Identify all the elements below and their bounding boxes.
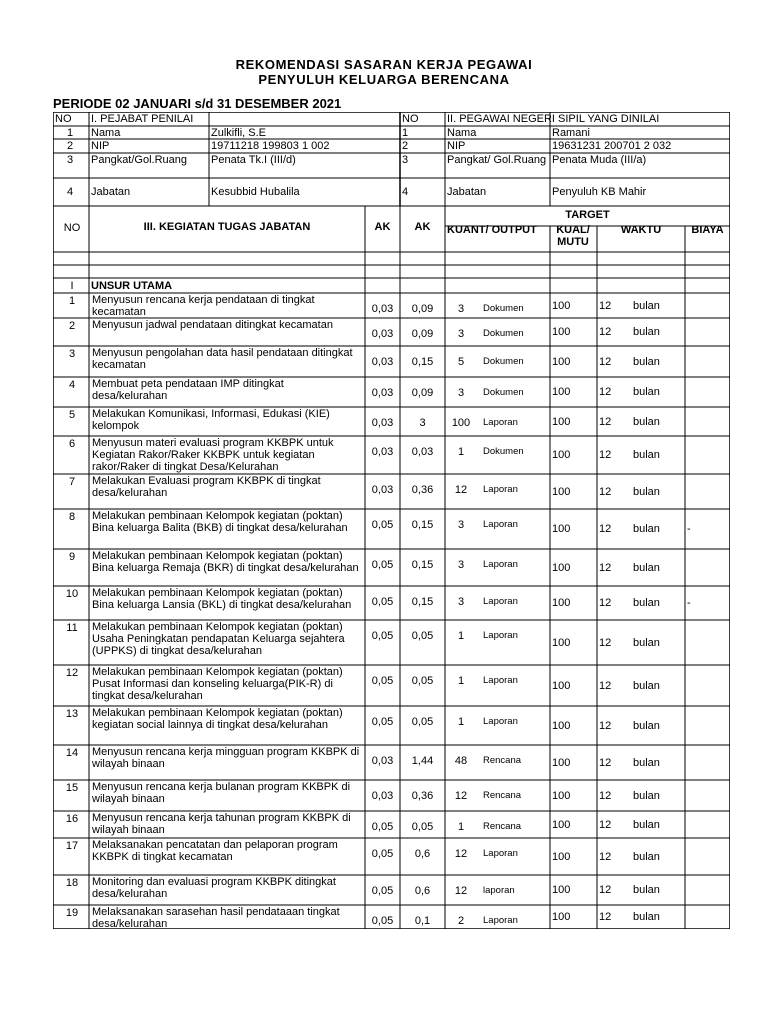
task-description: Menyusun rencana kerja mingguan program KKBPK di wilayah binaan [92,746,360,770]
task-mutu: 100 [552,386,571,398]
person-field-label: Pangkat/Gol.Ruang [91,154,188,166]
col-kuant-output: KUANT/ OUTPUT [447,224,537,236]
task-waktu: 12 [599,851,612,863]
task-quantity: 5 [457,356,465,368]
task-ak2: 0,03 [411,446,434,458]
unsur-no: I [70,280,74,292]
task-mutu: 100 [552,300,571,312]
task-biaya: - [687,597,691,609]
task-output-unit: Laporan [483,915,518,926]
col-ak1: AK [374,221,391,233]
task-waktu-unit: bulan [633,523,660,535]
task-ak2: 0,36 [411,790,434,802]
task-waktu-unit: bulan [633,386,660,398]
task-quantity: 100 [451,417,471,429]
task-description: Melakukan pembinaan Kelompok kegiatan (poktan) Bina keluarga Balita (BKB) di tingkat desa/kelurahan [92,510,348,534]
unsur-label: UNSUR UTAMA [91,280,173,292]
person-row-no: 2 [66,140,74,152]
task-waktu-unit: bulan [633,486,660,498]
pejabat-value: Kesubbid Hubalila [211,186,300,198]
person-row-no-2: 4 [402,186,409,198]
task-waktu-unit: bulan [633,416,660,428]
task-ak1: 0,03 [371,446,394,458]
task-description: Melakukan pembinaan Kelompok kegiatan (poktan) kegiatan social lainnya di tingkat desa/kelurahan [92,707,343,731]
task-ak1: 0,05 [371,885,394,897]
task-ak2: 0,09 [411,387,434,399]
col-target: TARGET [565,209,610,221]
person-field-label: NIP [91,140,110,152]
task-mutu: 100 [552,911,571,923]
task-mutu: 100 [552,851,571,863]
task-ak2: 0,1 [414,915,431,927]
task-waktu-unit: bulan [633,356,660,368]
task-quantity: 1 [457,446,465,458]
task-output-unit: laporan [483,885,515,896]
task-ak2: 0,15 [411,596,434,608]
task-description: Melaksanakan pencatatan dan pelaporan program KKBPK di tingkat kecamatan [92,839,338,863]
col-waktu: WAKTU [620,224,662,236]
task-output-unit: Dokumen [483,328,524,339]
task-no: 17 [65,840,79,852]
person-row-no-2: 1 [402,127,409,139]
task-quantity: 12 [454,484,468,496]
task-mutu: 100 [552,680,571,692]
task-ak1: 0,03 [371,387,394,399]
task-ak1: 0,05 [371,716,394,728]
person-field-label: Nama [91,127,121,139]
col-biaya: BIAYA [691,224,724,236]
task-waktu-unit: bulan [633,911,660,923]
task-no: 15 [65,782,79,794]
task-waktu: 12 [599,416,612,428]
task-waktu: 12 [599,637,612,649]
task-ak2: 0,15 [411,356,434,368]
task-mutu: 100 [552,326,571,338]
task-mutu: 100 [552,486,571,498]
task-no: 8 [68,511,76,523]
person-row-no-2: 2 [402,140,409,152]
task-no: 12 [65,667,79,679]
task-ak1: 0,05 [371,596,394,608]
task-no: 2 [68,320,76,332]
task-ak2: 3 [419,417,426,429]
task-description: Menyusun rencana kerja pendataan di tingkat kecamatan [92,294,315,318]
task-ak2: 0,09 [411,328,434,340]
task-description: Monitoring dan evaluasi program KKBPK ditingkat desa/kelurahan [92,876,336,900]
task-ak1: 0,03 [371,484,394,496]
task-mutu: 100 [552,416,571,428]
task-description: Melakukan pembinaan Kelompok kegiatan (poktan) Usaha Peningkatan pendapatan Keluarga sejahtera (UPPKS) di tingkat desa/kelurahan [92,621,345,657]
task-waktu-unit: bulan [633,562,660,574]
task-waktu: 12 [599,300,612,312]
task-quantity: 3 [457,303,465,315]
task-quantity: 2 [457,915,465,927]
document-title-line2: PENYULUH KELUARGA BERENCANA [258,72,510,87]
task-ak1: 0,03 [371,755,394,767]
task-ak2: 0,09 [411,303,434,315]
task-ak1: 0,03 [371,328,394,340]
task-ak1: 0,05 [371,915,394,927]
task-output-unit: Dokumen [483,387,524,398]
task-mutu: 100 [552,819,571,831]
task-quantity: 1 [457,716,465,728]
task-no: 13 [65,708,79,720]
task-ak2: 0,05 [411,821,434,833]
task-mutu: 100 [552,720,571,732]
task-mutu: 100 [552,449,571,461]
task-description: Menyusun rencana kerja tahunan program KKBPK di wilayah binaan [92,812,351,836]
task-ak1: 0,03 [371,356,394,368]
task-ak2: 0,05 [411,675,434,687]
task-output-unit: Laporan [483,484,518,495]
task-no: 5 [68,409,76,421]
task-no: 19 [65,907,79,919]
task-quantity: 12 [454,885,468,897]
task-no: 6 [68,438,76,450]
task-waktu-unit: bulan [633,637,660,649]
person-field-label-2: Pangkat/ Gol.Ruang [447,154,547,166]
person-row-no: 1 [66,127,74,139]
task-ak2: 0,15 [411,559,434,571]
task-waktu-unit: bulan [633,326,660,338]
task-quantity: 3 [457,519,465,531]
task-output-unit: Rencana [483,821,522,832]
person-field-label: Jabatan [91,186,131,198]
task-ak2: 1,44 [411,755,434,767]
task-waktu: 12 [599,326,612,338]
pejabat-value: Zulkifli, S.E [211,127,267,139]
task-waktu: 12 [599,486,612,498]
task-waktu-unit: bulan [633,819,660,831]
task-quantity: 1 [457,821,465,833]
task-waktu-unit: bulan [633,757,660,769]
task-ak1: 0,03 [371,303,394,315]
col-no: NO [63,222,81,234]
task-ak2: 0,05 [411,716,434,728]
task-mutu: 100 [552,562,571,574]
task-description: Menyusun jadwal pendataan ditingkat kecamatan [92,319,333,331]
task-output-unit: Rencana [483,790,522,801]
task-waktu-unit: bulan [633,790,660,802]
task-waktu: 12 [599,819,612,831]
task-description: Melakukan Evaluasi program KKBPK di tingkat desa/kelurahan [92,475,321,499]
task-description: Menyusun materi evaluasi program KKBPK untuk Kegiatan Rakor/Raker KKBPK untuk kegiatan rakor/Raker di tingkat Desa/Kelurahan [92,437,334,473]
person-row-no: 3 [66,154,74,166]
pegawai-value: Penyuluh KB Mahir [552,186,647,198]
task-waktu-unit: bulan [633,884,660,896]
task-waktu: 12 [599,356,612,368]
task-description: Melakukan pembinaan Kelompok kegiatan (poktan) Bina keluarga Remaja (BKR) di tingkat desa/kelurahan [92,550,359,574]
person-field-label-2: Nama [447,127,477,139]
task-waktu: 12 [599,757,612,769]
task-ak1: 0,03 [371,790,394,802]
task-no: 4 [68,379,76,391]
task-waktu-unit: bulan [633,449,660,461]
task-waktu: 12 [599,790,612,802]
task-no: 1 [68,295,76,307]
task-ak1: 0,05 [371,848,394,860]
task-no: 16 [65,813,79,825]
person-field-label-2: Jabatan [447,186,487,198]
task-waktu: 12 [599,597,612,609]
task-waktu: 12 [599,562,612,574]
col-kual-mutu: KUAL/ MUTU [556,224,590,248]
task-output-unit: Dokumen [483,303,524,314]
task-quantity: 48 [454,755,468,767]
header-pegawai-dinilai: II. PEGAWAI NEGERI SIPIL YANG DINILAI [447,113,660,125]
col-kegiatan: III. KEGIATAN TUGAS JABATAN [143,221,311,233]
task-ak2: 0,36 [411,484,434,496]
task-quantity: 12 [454,790,468,802]
task-output-unit: Dokumen [483,446,524,457]
task-ak1: 0,05 [371,630,394,642]
task-waktu: 12 [599,386,612,398]
task-quantity: 3 [457,328,465,340]
task-no: 18 [65,877,79,889]
task-waktu-unit: bulan [633,597,660,609]
task-no: 11 [66,622,78,634]
task-output-unit: Laporan [483,848,518,859]
task-waktu: 12 [599,720,612,732]
task-output-unit: Laporan [483,630,518,641]
task-description: Melakukan Komunikasi, Informasi, Edukasi (KIE) kelompok [92,408,330,432]
task-mutu: 100 [552,637,571,649]
header-pejabat-penilai: I. PEJABAT PENILAI [91,113,194,125]
period-label: PERIODE 02 JANUARI s/d 31 DESEMBER 2021 [53,96,342,111]
person-row-no-2: 3 [402,154,409,166]
pegawai-value: 19631231 200701 2 032 [552,140,672,152]
task-description: Melaksanakan sarasehan hasil pendataaan tingkat desa/kelurahan [92,906,340,930]
task-no: 3 [68,348,76,360]
task-ak2: 0,6 [414,885,431,897]
task-waktu-unit: bulan [633,720,660,732]
task-waktu-unit: bulan [633,300,660,312]
task-ak1: 0,05 [371,559,394,571]
person-field-label-2: NIP [447,140,466,152]
task-mutu: 100 [552,757,571,769]
task-waktu: 12 [599,911,612,923]
task-mutu: 100 [552,790,571,802]
task-quantity: 12 [454,848,468,860]
task-waktu-unit: bulan [633,851,660,863]
task-quantity: 3 [457,596,465,608]
pegawai-value: Penata Muda (III/a) [552,154,647,166]
task-ak2: 0,15 [411,519,434,531]
task-waktu: 12 [599,523,612,535]
task-description: Menyusun rencana kerja bulanan program KKBPK di wilayah binaan [92,781,351,805]
task-quantity: 1 [457,630,465,642]
task-description: Melakukan pembinaan Kelompok kegiatan (poktan) Pusat Informasi dan konseling keluarga(PIK-R) di tingkat desa/kelurahan [92,666,343,702]
task-waktu: 12 [599,449,612,461]
task-output-unit: Rencana [483,755,522,766]
pejabat-value: Penata Tk.I (III/d) [211,154,296,166]
task-description: Membuat peta pendataan IMP ditingkat desa/kelurahan [92,378,284,402]
task-ak1: 0,03 [371,417,394,429]
task-ak1: 0,05 [371,675,394,687]
person-row-no: 4 [66,186,74,198]
col-ak2: AK [414,221,431,233]
task-quantity: 3 [457,559,465,571]
task-no: 14 [65,747,79,759]
task-mutu: 100 [552,523,571,535]
skp-table [53,112,730,929]
task-output-unit: Laporan [483,559,518,570]
task-mutu: 100 [552,356,571,368]
pegawai-value: Ramani [552,127,590,139]
task-ak2: 0,6 [414,848,431,860]
task-waktu: 12 [599,680,612,692]
task-no: 10 [65,588,79,600]
task-output-unit: Laporan [483,596,518,607]
task-mutu: 100 [552,597,571,609]
task-waktu: 12 [599,884,612,896]
task-output-unit: Laporan [483,675,518,686]
task-output-unit: Dokumen [483,356,524,367]
pejabat-value: 19711218 199803 1 002 [211,140,330,152]
task-quantity: 1 [457,675,465,687]
header-no: NO [55,113,72,125]
task-output-unit: Laporan [483,417,518,428]
task-no: 7 [68,476,76,488]
task-ak1: 0,05 [371,821,394,833]
task-output-unit: Laporan [483,716,518,727]
task-quantity: 3 [457,387,465,399]
task-output-unit: Laporan [483,519,518,530]
task-ak1: 0,05 [371,519,394,531]
document-title-line1: REKOMENDASI SASARAN KERJA PEGAWAI [235,57,533,72]
task-waktu-unit: bulan [633,680,660,692]
task-description: Melakukan pembinaan Kelompok kegiatan (poktan) Bina keluarga Lansia (BKL) di tingkat desa/kelurahan [92,587,352,611]
task-description: Menyusun pengolahan data hasil pendataan ditingkat kecamatan [92,347,353,371]
task-biaya: - [687,523,691,535]
task-ak2: 0,05 [411,630,434,642]
task-no: 9 [68,551,76,563]
task-mutu: 100 [552,884,571,896]
header-no-2: NO [402,113,419,125]
